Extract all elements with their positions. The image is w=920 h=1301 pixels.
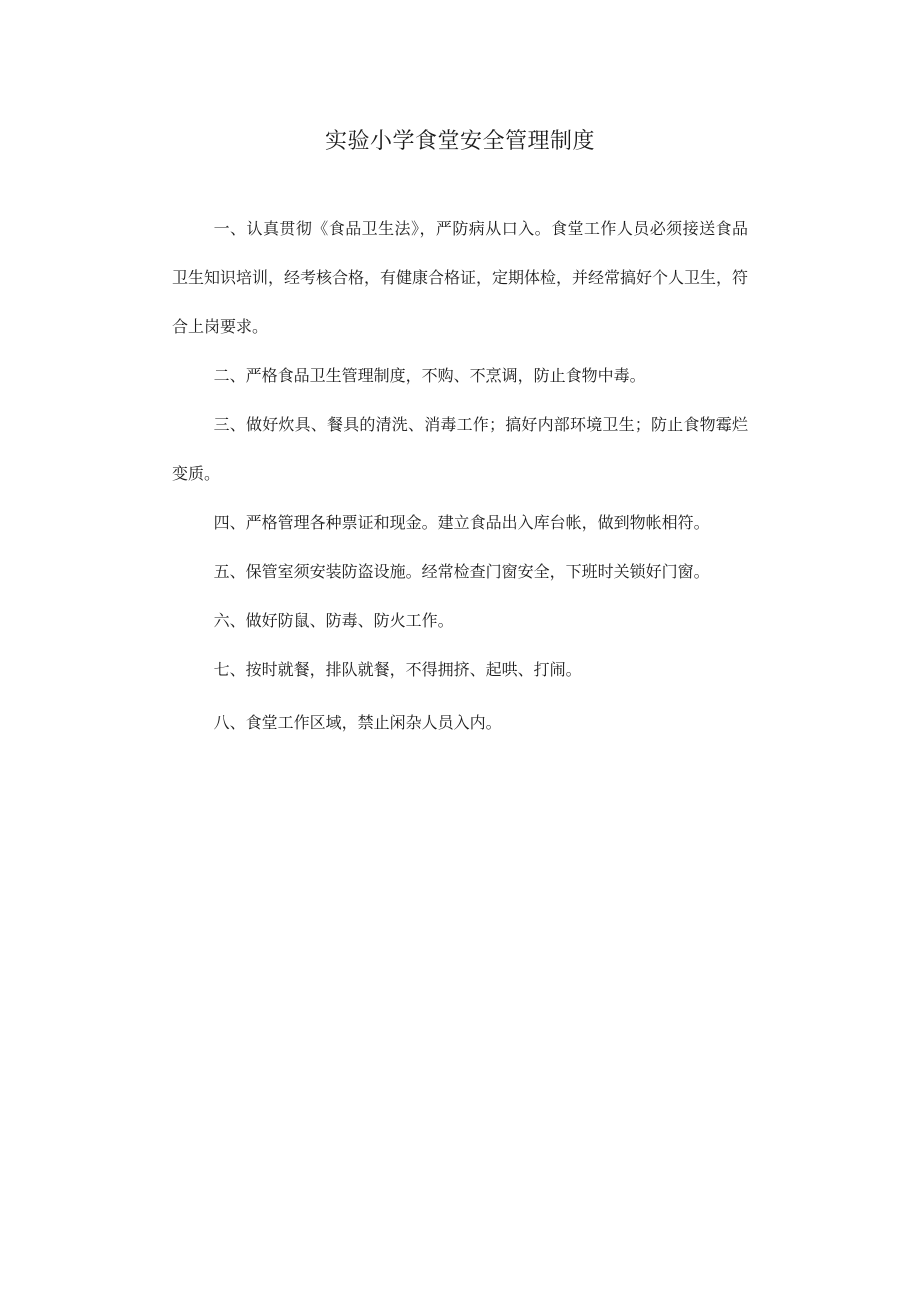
paragraph-6: 六、做好防鼠、防毒、防火工作。 (213, 611, 454, 630)
paragraph-5: 五、保管室须安装防盗设施。经常检查门窗安全，下班时关锁好门窗。 (213, 562, 710, 581)
paragraph-1: 一、认真贯彻《食品卫生法》，严防病从口入。食堂工作人员必须接送食品卫生知识培训，经考核合格，有健康合格证，定期体检，并经常搞好个人卫生，符合上岗要求。 (172, 219, 749, 336)
paragraph-4: 四、严格管理各种票证和现金。建立食品出入库台帐，做到物帐相符。 (213, 513, 710, 532)
paragraph-7: 七、按时就餐，排队就餐，不得拥挤、起哄、打闹。 (213, 660, 582, 679)
paragraph-2: 二、严格食品卫生管理制度，不购、不烹调，防止食物中毒。 (213, 366, 646, 385)
document-title: 实验小学食堂安全管理制度 (324, 129, 595, 154)
document-body (172, 204, 748, 747)
paragraph-8: 八、食堂工作区域，禁止闲杂人员入内。 (213, 713, 502, 732)
paragraph-3: 三、做好炊具、餐具的清洗、消毒工作；搞好内部环境卫生；防止食物霉烂变质。 (172, 415, 748, 483)
